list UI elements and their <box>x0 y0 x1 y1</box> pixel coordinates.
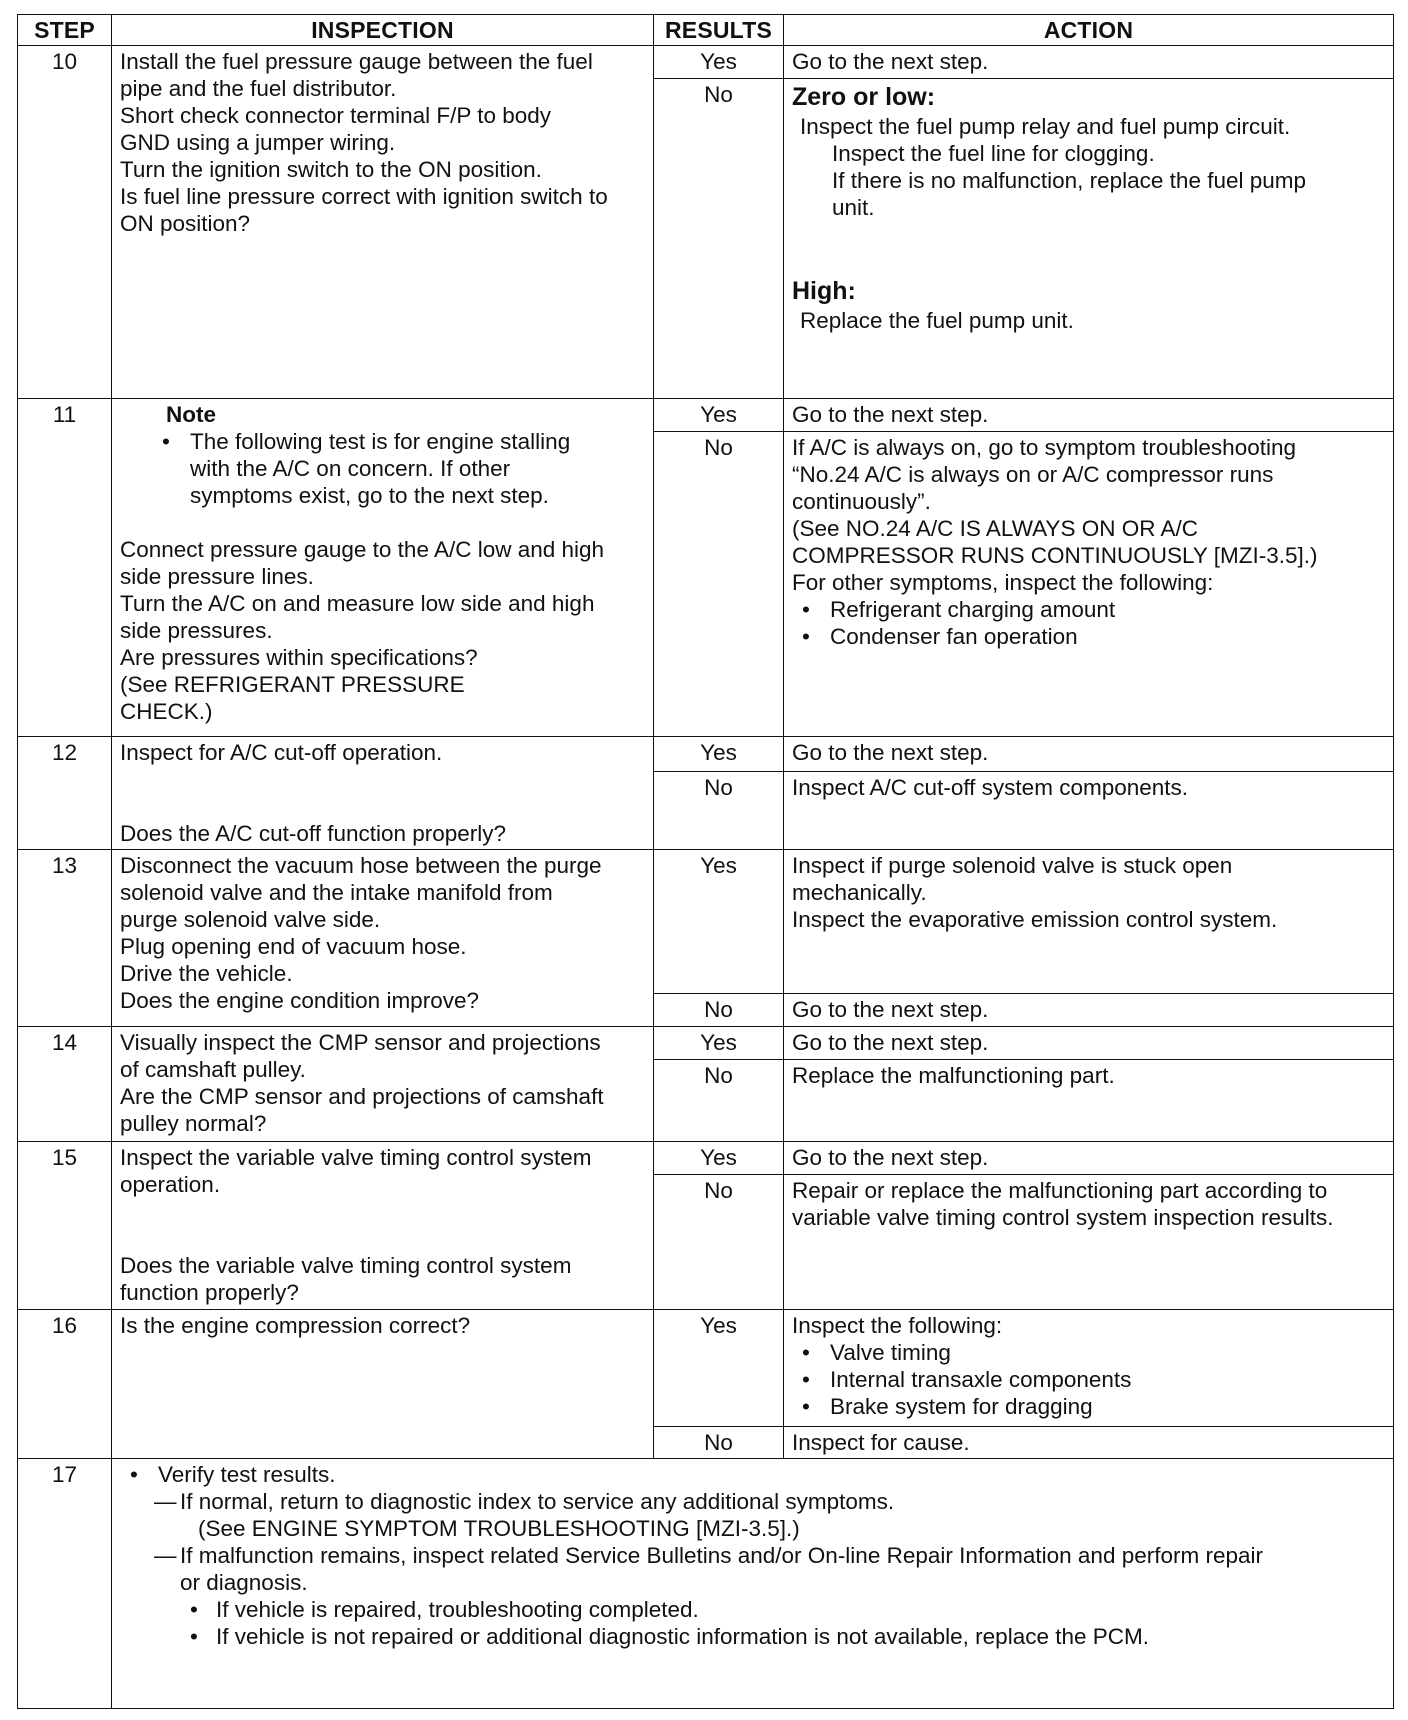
list-item: • Internal transaxle components <box>792 1366 1385 1393</box>
list-item: • Brake system for dragging <box>792 1393 1385 1420</box>
action-yes: Go to the next step. <box>784 399 1394 432</box>
step-14-yes-row <box>18 1027 1394 1060</box>
result-no: No <box>654 1427 784 1459</box>
action-line: (See NO.24 A/C IS ALWAYS ON OR A/C <box>792 516 1198 541</box>
inspection-line: Are the CMP sensor and projections of camshaft <box>120 1084 604 1109</box>
action-line: mechanically. <box>792 880 927 905</box>
action-no: Inspect for cause. <box>784 1427 1394 1459</box>
list-item: • Refrigerant charging amount <box>792 596 1385 623</box>
inspection-line: Drive the vehicle. <box>120 961 293 986</box>
inspect-list <box>792 596 1385 650</box>
verify-list <box>120 1461 1385 1488</box>
inspection-line: Connect pressure gauge to the A/C low and high <box>120 537 605 562</box>
dash-text: If normal, return to diagnostic index to service any additional symptoms. <box>180 1489 895 1514</box>
step-number: 10 <box>18 46 112 399</box>
note-list <box>120 428 645 509</box>
step-number: 16 <box>18 1310 112 1459</box>
header-step: STEP <box>18 15 112 46</box>
action-line: “No.24 A/C is always on or A/C compressor runs <box>792 462 1274 487</box>
diagnostic-table <box>17 14 1394 1709</box>
dash-text: If malfunction remains, inspect related Service Bulletins and/or On-line Repair Information and perform repair <box>180 1543 1264 1568</box>
header-inspection: INSPECTION <box>112 15 654 46</box>
inspection-line: of camshaft pulley. <box>120 1057 306 1082</box>
note-line: symptoms exist, go to the next step. <box>190 483 549 508</box>
header-row <box>18 15 1394 46</box>
inspection-line: Turn the ignition switch to the ON position. <box>120 157 542 182</box>
note-item <box>120 428 645 509</box>
inspection-line: side pressures. <box>120 618 273 643</box>
dash-text: or diagnosis. <box>180 1570 308 1595</box>
result-no: No <box>654 432 784 737</box>
step-number: 11 <box>18 399 112 737</box>
action-line: If A/C is always on, go to symptom troubleshooting <box>792 435 1296 460</box>
step-number: 15 <box>18 1142 112 1310</box>
step-number: 12 <box>18 737 112 850</box>
step-16-yes-row <box>18 1310 1394 1427</box>
action-no: Inspect A/C cut-off system components. <box>784 772 1394 850</box>
step-12-yes-row <box>18 737 1394 772</box>
step-15-yes-row <box>18 1142 1394 1175</box>
inspection-line: pulley normal? <box>120 1111 267 1136</box>
inspection-line: operation. <box>120 1172 221 1197</box>
inspection-line: ON position? <box>120 211 251 236</box>
inspection-line: Install the fuel pressure gauge between the fuel <box>120 49 593 74</box>
inspection-line: Are pressures within specifications? <box>120 645 478 670</box>
note-title: Note <box>166 402 216 427</box>
inspection-line: CHECK.) <box>120 699 213 724</box>
action-no <box>784 1175 1394 1310</box>
result-yes: Yes <box>654 399 784 432</box>
list-item: • Verify test results. <box>120 1461 1385 1488</box>
step-16-inspection: Is the engine compression correct? <box>112 1310 654 1459</box>
step-10-yes-row <box>18 46 1394 79</box>
inspection-line: Disconnect the vacuum hose between the purge <box>120 853 602 878</box>
inspection-line: Visually inspect the CMP sensor and projections <box>120 1030 601 1055</box>
result-no: No <box>654 772 784 850</box>
result-yes: Yes <box>654 850 784 994</box>
inspection-line: pipe and the fuel distributor. <box>120 76 397 101</box>
action-yes: Go to the next step. <box>784 1142 1394 1175</box>
dash-item-malfunction: — If malfunction remains, inspect related Service Bulletins and/or On-line Repair Information and perform repair <box>154 1543 1264 1568</box>
step-11-inspection <box>112 399 654 737</box>
step-number: 17 <box>18 1459 112 1709</box>
see-reference: (See ENGINE SYMPTOM TROUBLESHOOTING [MZI-3.5].) <box>198 1516 800 1541</box>
step-15-inspection <box>112 1142 654 1310</box>
action-yes: Go to the next step. <box>784 46 1394 79</box>
inspection-line: Does the variable valve timing control system <box>120 1253 572 1278</box>
step-12-inspection <box>112 737 654 850</box>
action-no: Replace the malfunctioning part. <box>784 1060 1394 1142</box>
list-item: • If vehicle is repaired, troubleshooting completed. <box>120 1596 1385 1623</box>
step-number: 14 <box>18 1027 112 1142</box>
inspection-line: Plug opening end of vacuum hose. <box>120 934 467 959</box>
action-line: continuously”. <box>792 489 931 514</box>
result-yes: Yes <box>654 1142 784 1175</box>
action-line: Inspect the fuel line for clogging. <box>832 141 1155 166</box>
action-line: For other symptoms, inspect the following: <box>792 570 1214 595</box>
inspection-line: (See REFRIGERANT PRESSURE <box>120 672 465 697</box>
inspection-line: GND using a jumper wiring. <box>120 130 396 155</box>
result-no: No <box>654 1175 784 1310</box>
step-13-yes-row <box>18 850 1394 994</box>
step-10-inspection <box>112 46 654 399</box>
action-line: Inspect the following: <box>792 1313 1003 1338</box>
result-no: No <box>654 79 784 399</box>
result-no: No <box>654 994 784 1027</box>
header-action: ACTION <box>784 15 1394 46</box>
result-yes: Yes <box>654 737 784 772</box>
result-yes: Yes <box>654 46 784 79</box>
step-14-inspection <box>112 1027 654 1142</box>
action-line: variable valve timing control system inspection results. <box>792 1205 1334 1230</box>
note-line: • The following test is for engine stalling <box>190 429 571 454</box>
high-heading: High: <box>792 277 856 305</box>
list-item: • Condenser fan operation <box>792 623 1385 650</box>
inspect-list <box>792 1339 1385 1420</box>
result-no: No <box>654 1060 784 1142</box>
step-13-inspection <box>112 850 654 1027</box>
zero-or-low-heading: Zero or low: <box>792 83 936 111</box>
action-yes <box>784 850 1394 994</box>
header-results: RESULTS <box>654 15 784 46</box>
outcome-list <box>120 1596 1385 1650</box>
note-line: with the A/C on concern. If other <box>190 456 511 481</box>
action-line: Repair or replace the malfunctioning part according to <box>792 1178 1328 1203</box>
action-yes: Go to the next step. <box>784 1027 1394 1060</box>
action-line: unit. <box>832 195 875 220</box>
step-11-yes-row <box>18 399 1394 432</box>
inspection-line: Is fuel line pressure correct with ignition switch to <box>120 184 608 209</box>
dash-continuation <box>120 1569 1385 1596</box>
step-17-content <box>112 1459 1394 1709</box>
inspection-line: Turn the A/C on and measure low side and high <box>120 591 595 616</box>
action-yes: Go to the next step. <box>784 737 1394 772</box>
action-no <box>784 432 1394 737</box>
step-number: 13 <box>18 850 112 1027</box>
inspection-line: Inspect for A/C cut-off operation. <box>120 740 443 765</box>
inspection-line: Does the A/C cut-off function properly? <box>120 821 507 846</box>
result-yes: Yes <box>654 1310 784 1427</box>
inspection-line: purge solenoid valve side. <box>120 907 381 932</box>
list-item: • If vehicle is not repaired or additional diagnostic information is not available, replace the PCM. <box>120 1623 1385 1650</box>
inspection-line: Does the engine condition improve? <box>120 988 479 1013</box>
step-17-row <box>18 1459 1394 1709</box>
action-no: Go to the next step. <box>784 994 1394 1027</box>
inspection-line: side pressure lines. <box>120 564 314 589</box>
list-item: • Valve timing <box>792 1339 1385 1366</box>
action-line: If there is no malfunction, replace the fuel pump <box>832 168 1307 193</box>
action-line: Inspect the evaporative emission control system. <box>792 907 1278 932</box>
action-line: Inspect if purge solenoid valve is stuck open <box>792 853 1233 878</box>
action-no <box>784 79 1394 399</box>
result-yes: Yes <box>654 1027 784 1060</box>
action-line: Inspect the fuel pump relay and fuel pump circuit. <box>800 114 1291 139</box>
action-yes <box>784 1310 1394 1427</box>
action-line: COMPRESSOR RUNS CONTINUOUSLY [MZI-3.5].) <box>792 543 1318 568</box>
action-line: Replace the fuel pump unit. <box>800 308 1074 333</box>
inspection-line: Inspect the variable valve timing control system <box>120 1145 592 1170</box>
inspection-line: Short check connector terminal F/P to body <box>120 103 552 128</box>
inspection-line: solenoid valve and the intake manifold from <box>120 880 553 905</box>
dash-item-normal: — If normal, return to diagnostic index to service any additional symptoms. <box>154 1489 895 1514</box>
inspection-line: function properly? <box>120 1280 299 1305</box>
